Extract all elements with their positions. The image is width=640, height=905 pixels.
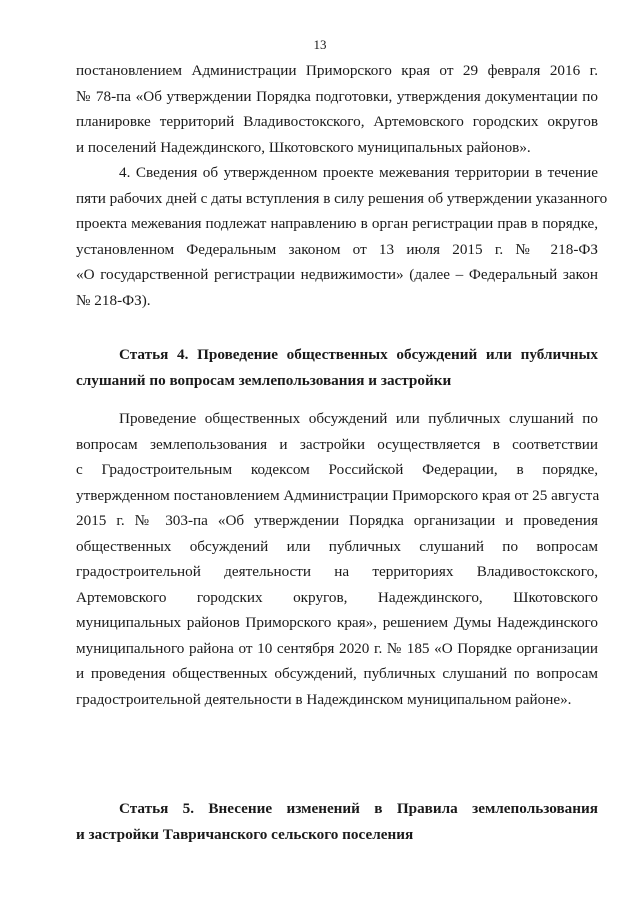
text-line: утвержденном постановлением Администрации Приморского края от 25 августа xyxy=(76,486,600,504)
text-line: № 78-па «Об утверждении Порядка подготовки, утверждения документации по xyxy=(76,87,598,105)
heading-line: и застройки Тавричанского сельского поселения xyxy=(76,825,414,843)
heading-line: слушаний по вопросам землепользования и застройки xyxy=(76,371,452,389)
page-number: 13 xyxy=(313,37,327,52)
text-line: муниципального района от 10 сентября 2020 г. № 185 «О Порядке организации xyxy=(76,639,598,657)
text-line: планировке территорий Владивостокского, Артемовского городских округов xyxy=(76,113,598,130)
article-4-heading xyxy=(76,342,598,393)
text-line: установленном Федеральным законом от 13 июля 2015 г. № 218-ФЗ xyxy=(76,240,598,258)
text-line: № 218-ФЗ). xyxy=(76,291,151,309)
text-line: муниципальных районов Приморского края», решением Думы Надеждинского xyxy=(76,614,598,631)
article-5-heading xyxy=(76,796,598,847)
text-line: проекта межевания подлежат направлению в орган регистрации прав в порядке, xyxy=(76,215,598,232)
text-line: и поселений Надеждинского, Шкотовского муниципальных районов». xyxy=(76,138,531,156)
point-4-paragraph xyxy=(76,160,608,313)
text-line: постановлением Администрации Приморского края от 29 февраля 2016 г. xyxy=(76,62,598,79)
text-line: с Градостроительным кодексом Российской Федерации, в порядке, xyxy=(76,461,598,478)
text-line: Артемовского городских округов, Надеждинского, Шкотовского xyxy=(76,588,598,606)
article-4-body xyxy=(76,406,598,712)
text-line: и проведения общественных обсуждений, публичных слушаний по вопросам xyxy=(76,665,598,682)
text-line: 4. Сведения об утвержденном проекте межевания территории в течение xyxy=(119,164,598,181)
text-line: градостроительной деятельности в Надеждинском муниципальном районе». xyxy=(76,690,572,708)
text-line: Проведение общественных обсуждений или публичных слушаний по xyxy=(119,410,598,427)
heading-line: Статья 4. Проведение общественных обсуждений или публичных xyxy=(119,346,598,363)
heading-line: Статья 5. Внесение изменений в Правила землепользования xyxy=(119,800,598,817)
text-line: градостроительной деятельности на территориях Владивостокского, xyxy=(76,563,598,580)
text-line: пяти рабочих дней с даты вступления в силу решения об утверждении указанного xyxy=(76,189,608,207)
text-line: общественных обсуждений или публичных слушаний по вопросам xyxy=(76,537,598,555)
text-line: вопросам землепользования и застройки осуществляется в соответствии xyxy=(76,435,598,453)
text-line: 2015 г. № 303-па «Об утверждении Порядка организации и проведения xyxy=(76,512,598,529)
intro-paragraph xyxy=(76,58,598,160)
text-line: «О государственной регистрации недвижимости» (далее – Федеральный закон xyxy=(76,266,598,283)
